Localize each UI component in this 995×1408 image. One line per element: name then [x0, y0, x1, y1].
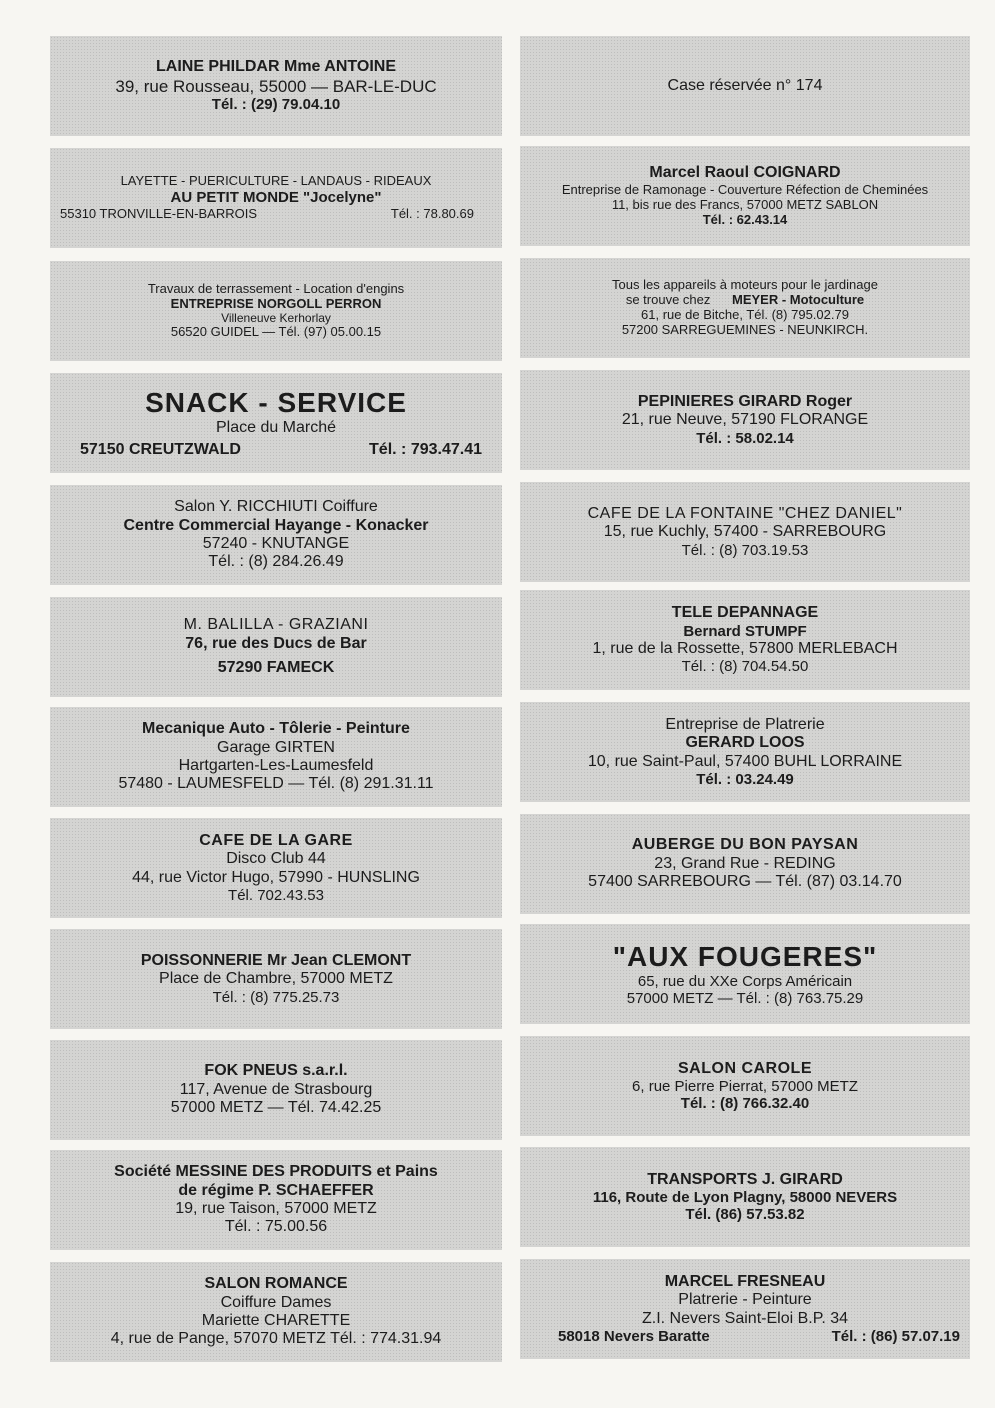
ad-address: 15, rue Kuchly, 57400 - SARREBOURG — [603, 523, 887, 541]
ad-contact-row — [60, 207, 492, 222]
ad-title: FOK PNEUS s.a.r.l. — [204, 1062, 348, 1080]
ad-phone: Tél. : (29) 79.04.10 — [211, 96, 341, 114]
ad-box-tele-depannage — [520, 590, 970, 690]
ad-tagline: Entreprise de Platrerie — [665, 715, 825, 733]
ad-phone: Tél. : 03.24.49 — [696, 770, 794, 788]
ad-phone: Tél. : (8) 704.54.50 — [681, 658, 809, 676]
ad-title: TELE DEPANNAGE — [671, 604, 819, 622]
ad-tagline: Tous les appareils à moteurs pour le jardinage — [612, 277, 878, 293]
ad-title: AUBERGE DU BON PAYSAN — [631, 836, 859, 854]
ad-city: 57150 CREUTZWALD — [80, 441, 241, 459]
ad-address: 10, rue Saint-Paul, 57400 BUHL LORRAINE — [587, 752, 903, 770]
ad-owner: Mariette CHARETTE — [201, 1312, 351, 1329]
ad-locality: Villeneuve Kerhorlay — [221, 310, 331, 325]
ad-box-cafe-de-la-gare — [50, 818, 502, 918]
ad-subtitle: Centre Commercial Hayange - Konacker — [123, 516, 429, 534]
ad-title: SALON CAROLE — [678, 1059, 812, 1077]
ad-title: M. BALILLA - GRAZIANI — [183, 616, 369, 634]
ad-box-cafe-de-la-fontaine — [520, 482, 970, 582]
ad-box-aux-fougeres — [520, 924, 970, 1024]
ad-box-snack-service — [50, 373, 502, 473]
ad-box-balilla-graziani — [50, 597, 502, 697]
ad-phone: Tél. : 78.80.69 — [390, 205, 474, 221]
ad-box-marcel-fresneau — [520, 1259, 970, 1359]
ad-box-au-petit-monde — [50, 148, 502, 248]
ad-address: 19, rue Taison, 57000 METZ — [175, 1200, 377, 1217]
ad-title: POISSONNERIE Mr Jean CLEMONT — [140, 951, 412, 969]
ad-box-salon-carole — [520, 1036, 970, 1136]
ad-phone: Tél. : 793.47.41 — [369, 441, 482, 459]
ad-address: 117, Avenue de Strasbourg — [179, 1080, 373, 1098]
ad-box-meyer-motoculture — [520, 258, 970, 358]
ad-tagline: Entreprise de Ramonage - Couverture Réfection de Cheminées — [561, 181, 929, 197]
ad-title: ENTREPRISE NORGOLL PERRON — [170, 295, 382, 311]
ad-title: PEPINIERES GIRARD Roger — [637, 392, 853, 410]
ad-phone: Tél. : (8) 703.19.53 — [681, 541, 809, 559]
ad-city-phone: 57000 METZ — Tél. : (8) 763.75.29 — [626, 990, 864, 1008]
ad-tagline: Travaux de terrassement - Location d'engins — [147, 280, 405, 296]
ad-box-gerard-loos — [520, 702, 970, 802]
ad-city: 58018 Nevers Baratte — [558, 1327, 710, 1345]
ad-address: 6, rue Pierre Pierrat, 57000 METZ — [632, 1077, 858, 1095]
ad-title: CAFE DE LA FONTAINE "CHEZ DANIEL" — [587, 504, 903, 522]
ad-box-norgoll-perron — [50, 261, 502, 361]
ad-address-phone: 4, rue de Pange, 57070 METZ Tél. : 774.31.94 — [110, 1330, 442, 1348]
ad-address: 76, rue des Ducs de Bar — [185, 634, 367, 652]
ad-title: Garage GIRTEN — [217, 738, 335, 756]
ad-box-laine-phildar — [50, 36, 502, 136]
ad-box-salon-ricchiuti — [50, 485, 502, 585]
ad-phone: Tél. : (8) 775.25.73 — [212, 988, 340, 1006]
ad-city: 57290 FAMECK — [217, 659, 335, 677]
ad-address: Place du Marché — [215, 418, 337, 436]
ad-tagline: Mecanique Auto - Tôlerie - Peinture — [142, 720, 410, 738]
ad-address: 65, rue du XXe Corps Américain — [637, 972, 853, 990]
ad-phone: Tél. : 62.43.14 — [702, 211, 788, 227]
ad-subtitle: Disco Club 44 — [226, 850, 326, 868]
ad-subtitle: Coiffure Dames — [220, 1293, 332, 1311]
ad-address: 11, bis rue des Francs, 57000 METZ SABLON — [611, 196, 879, 212]
ad-phone: Tél. : 75.00.56 — [224, 1218, 328, 1236]
ad-address: Place de Chambre, 57000 METZ — [159, 970, 393, 988]
ad-tagline: LAYETTE - PUERICULTURE - LANDAUS - RIDEAUX — [120, 173, 432, 189]
ad-title: AU PETIT MONDE "Jocelyne" — [170, 189, 382, 207]
ad-contact-row — [60, 441, 492, 459]
ad-box-fok-pneus — [50, 1040, 502, 1140]
ad-phone: Tél. 702.43.53 — [228, 886, 324, 904]
ad-locality: Hartgarten-Les-Laumesfeld — [178, 757, 374, 774]
ad-city-phone: 57000 METZ — Tél. 74.42.25 — [170, 1099, 382, 1117]
ad-address: 44, rue Victor Hugo, 57990 - HUNSLING — [132, 868, 420, 886]
ad-box-pepinieres-girard — [520, 370, 970, 470]
ad-title: TRANSPORTS J. GIRARD — [647, 1170, 843, 1188]
ad-city: 57240 - KNUTANGE — [202, 535, 350, 552]
ad-address: 55310 TRONVILLE-EN-BARROIS — [60, 205, 257, 221]
ad-title: LAINE PHILDAR Mme ANTOINE — [155, 58, 396, 76]
ad-title: Marcel Raoul COIGNARD — [649, 164, 841, 182]
ad-address: 39, rue Rousseau, 55000 — BAR-LE-DUC — [115, 76, 437, 96]
ad-address: Z.I. Nevers Saint-Eloi B.P. 34 — [641, 1309, 848, 1327]
ad-box-auberge-bon-paysan — [520, 814, 970, 914]
ad-box-garage-girten — [50, 707, 502, 807]
ad-address-phone: 56520 GUIDEL — Tél. (97) 05.00.15 — [170, 324, 382, 340]
ad-title: MEYER - Motoculture — [732, 292, 865, 308]
ad-title: MARCEL FRESNEAU — [664, 1272, 826, 1290]
ad-tagline: Platrerie - Peinture — [678, 1291, 812, 1309]
ad-box-poissonnerie-clemont — [50, 929, 502, 1029]
ad-title: Salon Y. RICCHIUTI Coiffure — [174, 498, 378, 516]
ad-address-phone: 57480 - LAUMESFELD — Tél. (8) 291.31.11 — [118, 775, 434, 793]
ad-title: CAFE DE LA GARE — [199, 831, 353, 849]
ad-title: Société MESSINE DES PRODUITS et Pains — [114, 1163, 438, 1181]
ad-address: 1, rue de la Rossette, 57800 MERLEBACH — [592, 640, 898, 657]
ad-city: 57200 SARREGUEMINES - NEUNKIRCH. — [621, 321, 869, 337]
ad-title: SALON ROMANCE — [204, 1275, 348, 1293]
ad-box-coignard — [520, 146, 970, 246]
ad-title-prefix: se trouve chez — [625, 292, 711, 308]
ad-title-row — [530, 293, 960, 308]
ad-box-messine-produits — [50, 1150, 502, 1250]
ad-box-case-reservee — [520, 36, 970, 136]
ad-phone: Tél. (86) 57.53.82 — [685, 1206, 805, 1224]
ad-phone: Tél. : (86) 57.07.19 — [831, 1327, 960, 1345]
ad-owner: Bernard STUMPF — [683, 622, 807, 640]
ad-address: 21, rue Neuve, 57190 FLORANGE — [621, 411, 869, 429]
ad-title: "AUX FOUGERES" — [612, 940, 878, 972]
ad-box-transports-girard — [520, 1147, 970, 1247]
ad-address: 23, Grand Rue - REDING — [654, 854, 836, 872]
ad-phone: Tél. : (8) 766.32.40 — [680, 1095, 810, 1113]
ad-title: GERARD LOOS — [685, 734, 805, 752]
ad-contact-row — [530, 1328, 960, 1345]
ad-phone: Tél. : 58.02.14 — [696, 429, 794, 447]
ad-title: SNACK - SERVICE — [145, 386, 407, 418]
ad-title: Case réservée n° 174 — [667, 76, 823, 94]
ad-title-cont: de régime P. SCHAEFFER — [178, 1181, 374, 1199]
ad-phone: Tél. : (8) 284.26.49 — [208, 553, 344, 571]
ad-address: 116, Route de Lyon Plagny, 58000 NEVERS — [592, 1188, 898, 1206]
ad-address-phone: 61, rue de Bitche, Tél. (8) 795.02.79 — [641, 307, 849, 322]
ad-box-salon-romance — [50, 1262, 502, 1362]
ad-city-phone: 57400 SARREBOURG — Tél. (87) 03.14.70 — [588, 873, 902, 891]
